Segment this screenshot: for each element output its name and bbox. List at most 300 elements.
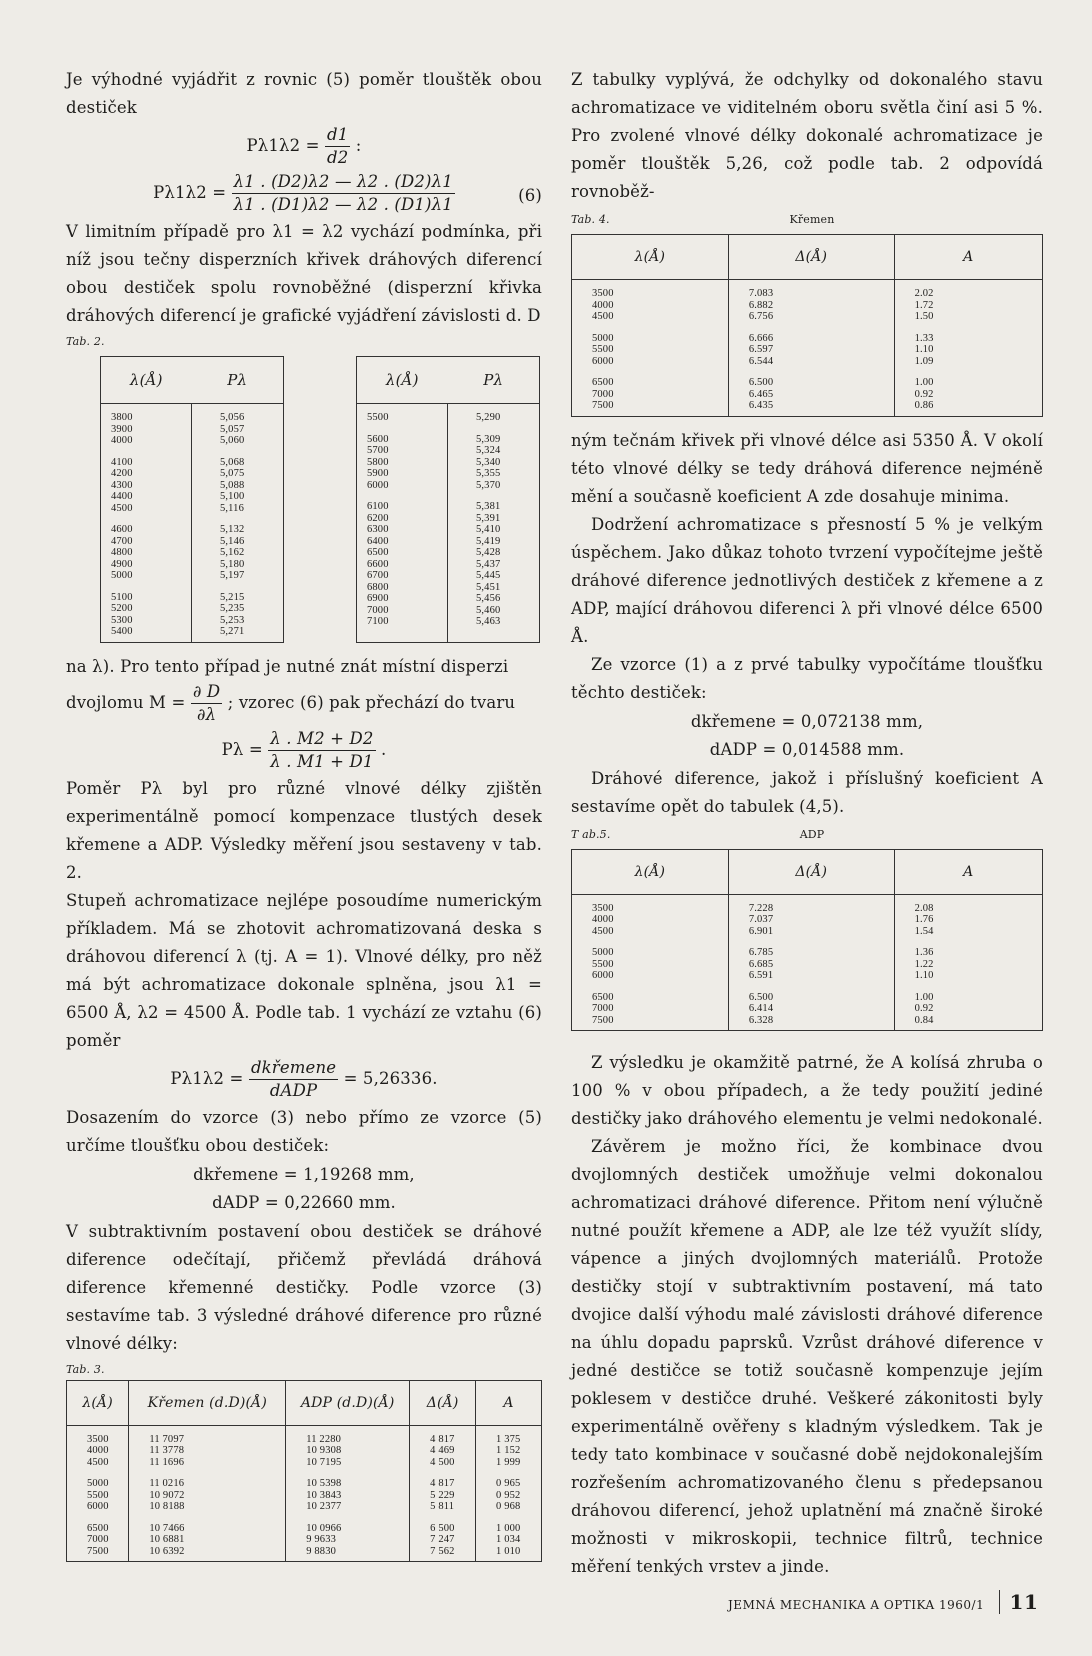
row-group bbox=[476, 412, 539, 424]
table-value: 5,381 bbox=[476, 501, 501, 512]
row-group bbox=[430, 1434, 469, 1469]
table-value: 5500 bbox=[367, 412, 389, 423]
row-group bbox=[220, 457, 283, 515]
table-value: 4000 bbox=[87, 1445, 109, 1456]
table-value: 1 152 bbox=[496, 1445, 521, 1456]
table-value: 10 6392 bbox=[149, 1545, 185, 1557]
table-value: 5,451 bbox=[476, 581, 501, 593]
right-column bbox=[571, 66, 1043, 1581]
table-value: 7.083 bbox=[748, 288, 774, 299]
table-value: 5,456 bbox=[476, 593, 501, 604]
table-value: 4200 bbox=[111, 468, 133, 479]
table-value: 5500 bbox=[592, 344, 614, 355]
eq-lhs: Pλ1λ2 = bbox=[170, 1068, 244, 1088]
row-group bbox=[749, 377, 888, 412]
table-value: 1.00 bbox=[914, 991, 934, 1003]
row-group bbox=[149, 1434, 279, 1469]
table-label: Tab. 4. bbox=[571, 213, 610, 226]
equation-ratio bbox=[66, 124, 542, 169]
col-header: λ(Å) bbox=[357, 357, 448, 404]
col-header: λ(Å) bbox=[101, 357, 192, 404]
table-column bbox=[410, 1425, 476, 1562]
table-value: 5,428 bbox=[476, 547, 501, 558]
table-value: 5,340 bbox=[476, 456, 501, 468]
fraction bbox=[268, 728, 375, 773]
table-value: 2.02 bbox=[914, 288, 934, 299]
equation-8 bbox=[66, 1057, 542, 1102]
table-value: 7 562 bbox=[430, 1545, 455, 1557]
row-group bbox=[87, 1478, 122, 1513]
thickness-adp: dADP = 0,014588 mm. bbox=[709, 739, 905, 759]
table-value: 5,419 bbox=[476, 535, 501, 547]
table-value: 5,056 bbox=[220, 412, 245, 423]
table-value: 1.76 bbox=[914, 914, 934, 925]
text: ; vzorec (6) pak přechází do tvaru bbox=[227, 692, 516, 712]
table-label: T ab.5. bbox=[571, 827, 611, 841]
table-value: 10 6881 bbox=[149, 1534, 185, 1545]
row-group bbox=[592, 947, 722, 982]
table-value: 5200 bbox=[111, 603, 133, 614]
row-group bbox=[220, 592, 283, 638]
table-value: 10 3843 bbox=[306, 1489, 342, 1501]
col-header: λ(Å) bbox=[572, 849, 729, 894]
table-value: 5,100 bbox=[220, 491, 245, 502]
table-value: 4900 bbox=[111, 558, 133, 570]
table-value: 4000 bbox=[592, 914, 614, 925]
col-header: A bbox=[894, 849, 1042, 894]
table-2-right bbox=[356, 356, 540, 643]
table-column bbox=[728, 280, 894, 417]
table-value: 5,162 bbox=[220, 547, 245, 558]
table-value: 5300 bbox=[111, 614, 133, 626]
row-group bbox=[111, 457, 191, 515]
table-value: 5,271 bbox=[220, 626, 245, 637]
table-value: 1 999 bbox=[496, 1456, 521, 1468]
table-value: 5 811 bbox=[430, 1501, 455, 1512]
table-value: 6.414 bbox=[748, 1003, 774, 1014]
table-value: 5000 bbox=[111, 570, 133, 581]
table-value: 3500 bbox=[87, 1433, 109, 1445]
table-value: 0.92 bbox=[914, 388, 934, 400]
table-value: 5100 bbox=[111, 591, 133, 603]
row-group bbox=[749, 947, 888, 982]
col-header: Křemen (d.D)(Å) bbox=[129, 1380, 286, 1425]
table-value: 1.22 bbox=[914, 958, 934, 970]
table-value: 10 9072 bbox=[149, 1489, 185, 1501]
table-value: 10 7195 bbox=[306, 1456, 342, 1468]
row-group bbox=[430, 1523, 469, 1558]
table-value: 6700 bbox=[367, 570, 389, 581]
table-value: 5,445 bbox=[476, 570, 501, 581]
table-column bbox=[728, 894, 894, 1031]
table-value: 1 034 bbox=[496, 1534, 521, 1545]
table-column bbox=[572, 894, 729, 1031]
fraction bbox=[249, 1057, 338, 1102]
table-cell bbox=[357, 404, 448, 643]
table-value: 4 500 bbox=[430, 1456, 455, 1468]
denominator: λ . M1 + D1 bbox=[270, 751, 374, 771]
denominator: λ1 . (D1)λ2 — λ2 . (D1)λ1 bbox=[233, 195, 453, 214]
table-value: 6.500 bbox=[748, 991, 774, 1003]
col-header: λ(Å) bbox=[67, 1380, 129, 1425]
table-value: 6.685 bbox=[748, 958, 774, 970]
row-group bbox=[749, 992, 888, 1027]
table-4-caption bbox=[571, 212, 1043, 228]
numerator: λ1 . (D2)λ2 — λ2 . (D2)λ1 bbox=[232, 171, 455, 194]
table-value: 10 0966 bbox=[306, 1522, 342, 1534]
row-group bbox=[367, 412, 447, 424]
numerator: λ . M2 + D2 bbox=[268, 728, 375, 751]
equation-7 bbox=[66, 728, 542, 773]
row-group bbox=[306, 1434, 403, 1469]
table-value: 5400 bbox=[111, 626, 133, 637]
table-label: Tab. 2. bbox=[66, 335, 105, 348]
paragraph: Stupeň achromatizace nejlépe posoudíme numerickým příkladem. Má se zhotovit achromatizovaná deska s dráhovou diferencí λ (tj. A = 1). Vlnové délky, pro něž má být achromatizace dokonale splněna, jsou λ1 = 6500 Å, λ2 = 4500 Å. Podle tab. 1 vychází ze vztahu (6) poměr bbox=[66, 890, 542, 1050]
row-group bbox=[496, 1478, 535, 1513]
table-value: 6400 bbox=[367, 535, 389, 547]
text: dvojlomu M = bbox=[66, 692, 186, 712]
table-value: 6 500 bbox=[430, 1522, 455, 1534]
journal-name: JEMNÁ MECHANIKA A OPTIKA 1960/1 bbox=[728, 1598, 985, 1612]
table-value: 7500 bbox=[592, 1014, 614, 1026]
table-value: 5,437 bbox=[476, 558, 501, 570]
row-group bbox=[496, 1523, 535, 1558]
table-value: 4500 bbox=[592, 925, 614, 937]
table-value: 5000 bbox=[592, 947, 614, 958]
table-value: 5,309 bbox=[476, 433, 501, 445]
table-value: 5,116 bbox=[220, 502, 244, 514]
col-header: Δ(Å) bbox=[728, 849, 894, 894]
table-column bbox=[129, 1425, 286, 1562]
paragraph: Z výsledku je okamžitě patrné, že A kolísá zhruba o 100 % v obou případech, a že tedy použití jediné destičky jako dráhového elementu je velmi nedokonalé. bbox=[571, 1053, 1043, 1128]
table-value: 6500 bbox=[87, 1522, 109, 1534]
table-value: 6000 bbox=[367, 479, 389, 491]
row-group bbox=[430, 1478, 469, 1513]
table-value: 5,132 bbox=[220, 524, 245, 535]
row-group bbox=[915, 947, 1036, 982]
table-value: 6500 bbox=[592, 991, 614, 1003]
table-value: 1.36 bbox=[914, 947, 934, 958]
denominator: ∂λ bbox=[196, 704, 217, 724]
table-value: 5900 bbox=[367, 468, 389, 479]
table-value: 5,197 bbox=[220, 570, 245, 581]
row-group bbox=[496, 1434, 535, 1469]
paragraph: Poměr Pλ byl pro různé vlnové délky zjištěn experimentálně pomocí kompenzace tlustých desek křemene a ADP. Výsledky měření jsou sestaveny v tab. 2. bbox=[66, 778, 542, 882]
col-header: A bbox=[894, 235, 1042, 280]
equation-6 bbox=[66, 171, 542, 216]
table-value: 5,146 bbox=[220, 535, 245, 547]
table-value: 5 229 bbox=[430, 1489, 455, 1501]
table-value: 1.10 bbox=[914, 970, 934, 981]
table-cell bbox=[448, 404, 540, 643]
table-value: 11 2280 bbox=[306, 1433, 342, 1445]
equation-number: (6) bbox=[518, 186, 542, 205]
table-value: 4500 bbox=[592, 311, 614, 322]
table-value: 6000 bbox=[592, 355, 614, 367]
row-group bbox=[87, 1434, 122, 1469]
paragraph: ným tečnám křivek při vlnové délce asi 5350 Å. V okolí této vlnové délky se tedy dráhová diference nejméně mění a současně koeficient A zde dosahuje minima. bbox=[571, 430, 1043, 506]
table-title: Křemen bbox=[789, 213, 835, 226]
table-cell bbox=[192, 404, 284, 643]
table-value: 5,057 bbox=[220, 423, 245, 435]
table-value: 10 5398 bbox=[306, 1478, 342, 1489]
table-column bbox=[894, 280, 1042, 417]
table-value: 6.328 bbox=[748, 1014, 774, 1026]
table-value: 6500 bbox=[367, 547, 389, 558]
eq-tail: . bbox=[380, 739, 387, 759]
table-value: 10 2377 bbox=[306, 1501, 342, 1512]
table-value: 4500 bbox=[111, 502, 133, 514]
table-value: 7 247 bbox=[430, 1534, 455, 1545]
numerator: dkřemene bbox=[249, 1057, 338, 1080]
table-value: 7000 bbox=[592, 388, 614, 400]
numerator: ∂ D bbox=[191, 681, 222, 704]
table-value: 0.84 bbox=[914, 1014, 934, 1026]
table-value: 4400 bbox=[111, 491, 133, 502]
table-value: 11 0216 bbox=[149, 1478, 185, 1489]
col-header: ADP (d.D)(Å) bbox=[286, 1380, 410, 1425]
table-column bbox=[286, 1425, 410, 1562]
table-value: 6.785 bbox=[748, 947, 774, 958]
table-value: 3800 bbox=[111, 412, 133, 423]
table-value: 6.756 bbox=[748, 311, 774, 322]
row-group bbox=[87, 1523, 122, 1558]
table-value: 4600 bbox=[111, 524, 133, 535]
table-value: 4 817 bbox=[430, 1478, 455, 1489]
table-value: 6.666 bbox=[748, 332, 774, 344]
table-label: Tab. 3. bbox=[66, 1362, 105, 1376]
col-header: Δ(Å) bbox=[410, 1380, 476, 1425]
table-value: 1.33 bbox=[914, 332, 934, 344]
paragraph: Dráhové diference, jakož i příslušný koeficient A sestavíme opět do tabulek (4,5). bbox=[571, 768, 1043, 816]
table-value: 1 375 bbox=[496, 1433, 521, 1445]
table-value: 4 817 bbox=[430, 1433, 455, 1445]
table-value: 5,324 bbox=[476, 445, 501, 456]
table-value: 3900 bbox=[111, 423, 133, 435]
table-value: 5500 bbox=[592, 958, 614, 970]
table-value: 4500 bbox=[87, 1456, 109, 1468]
row-group bbox=[915, 903, 1036, 938]
paragraph bbox=[66, 681, 542, 726]
table-4 bbox=[571, 234, 1043, 417]
eq-tail: : bbox=[355, 136, 362, 155]
table-3 bbox=[66, 1380, 542, 1563]
col-header: Δ(Å) bbox=[728, 235, 894, 280]
paragraph: V limitním případě pro λ1 = λ2 vychází podmínka, při níž jsou tečny disperzních křivek dráhových diferencí obou destiček spolu rovnoběžné (disperzní křivka dráhových diferencí je grafické vyjádření závislosti d. D bbox=[66, 222, 542, 325]
row-group bbox=[111, 412, 191, 447]
table-value: 7500 bbox=[87, 1545, 109, 1557]
paragraph: Závěrem je možno říci, že kombinace dvou dvojlomných destiček umožňuje velmi dokonalou achromatizaci dráhové diference. Přitom není výlučně nutné použít křemene a ADP, ale lze též využít slídy, vápence a jiných dvojlomných materiálů. Protože destičky stojí v subtraktivním postavení, má tato dvojice další výhodu malé závislosti dráhové diference na úhlu dopadu paprsků. Vzrůst dráhové diference v jedné destičce se totiž současně kompenzuje jejím poklesem v destičce druhé. Veškeré zákonitosti byly experimentálně ověřeny s kladným výsledkem. Tak je tedy tato kombinace v současné době nejdokonalejším rozřešením achromatizovaného členu s předepsanou dráhovou diferencí, jehož uplatnění má značně široké možnosti v mikroskopii, technice filtrů, technice měření tenkých vrstev a jinde. bbox=[571, 1137, 1043, 1576]
row-group bbox=[592, 377, 722, 412]
row-group bbox=[749, 288, 888, 323]
table-value: 0 968 bbox=[496, 1501, 521, 1512]
row-group bbox=[592, 992, 722, 1027]
table-value: 6000 bbox=[592, 970, 614, 981]
table-value: 6.597 bbox=[748, 344, 774, 355]
table-cell bbox=[101, 404, 192, 643]
table-value: 5000 bbox=[87, 1478, 109, 1489]
thickness-quartz: dkřemene = 0,072138 mm, bbox=[690, 711, 924, 731]
col-header: Pλ bbox=[192, 357, 284, 404]
table-column bbox=[894, 894, 1042, 1031]
row-group bbox=[749, 903, 888, 938]
paragraph: Dosazením do vzorce (3) nebo přímo ze vzorce (5) určíme tloušťku obou destiček: bbox=[66, 1107, 542, 1155]
table-value: 1 010 bbox=[496, 1545, 521, 1557]
table-value: 5,410 bbox=[476, 524, 501, 535]
row-group bbox=[220, 524, 283, 582]
table-value: 11 3778 bbox=[149, 1445, 185, 1456]
table-value: 1.10 bbox=[914, 344, 934, 355]
table-value: 10 8188 bbox=[149, 1501, 185, 1512]
row-group bbox=[915, 333, 1036, 368]
table-value: 7000 bbox=[592, 1003, 614, 1014]
table-value: 6.544 bbox=[748, 355, 774, 367]
table-value: 7.228 bbox=[748, 902, 774, 914]
table-value: 6900 bbox=[367, 593, 389, 604]
table-value: 5,355 bbox=[476, 468, 501, 479]
table-column bbox=[572, 280, 729, 417]
row-group bbox=[592, 333, 722, 368]
table-value: 5,068 bbox=[220, 456, 245, 468]
table-value: 6300 bbox=[367, 524, 389, 535]
paragraph: Je výhodné vyjádřit z rovnic (5) poměr tlouštěk obou destiček bbox=[66, 70, 542, 117]
page-footer bbox=[728, 1590, 1048, 1614]
table-value: 5,180 bbox=[220, 558, 245, 570]
row-group bbox=[220, 412, 283, 447]
table-value: 7000 bbox=[367, 604, 389, 616]
row-group bbox=[306, 1523, 403, 1558]
fraction bbox=[232, 171, 455, 216]
paragraph: Dodržení achromatizace s přesností 5 % je velkým úspěchem. Jako důkaz tohoto tvrzení vypočítejme ještě dráhové diference jednotlivých destiček z křemene a z ADP, mající dráhovou diferenci λ při vlnové délce 6500 Å. bbox=[571, 514, 1043, 646]
table-value: 1.00 bbox=[914, 377, 934, 388]
table-value: 0.86 bbox=[914, 400, 934, 411]
row-group bbox=[915, 288, 1036, 323]
table-value: 6600 bbox=[367, 558, 389, 570]
table-value: 6.465 bbox=[748, 388, 774, 400]
table-value: 4300 bbox=[111, 479, 133, 491]
table-value: 5700 bbox=[367, 445, 389, 456]
table-value: 4000 bbox=[111, 435, 133, 446]
table-value: 0 965 bbox=[496, 1478, 521, 1489]
eq-tail: = 5,26336. bbox=[343, 1068, 438, 1088]
table-5 bbox=[571, 849, 1043, 1032]
thickness-quartz: dkřemene = 1,19268 mm, bbox=[193, 1164, 415, 1184]
table-value: 3500 bbox=[592, 288, 614, 299]
numerator: d1 bbox=[325, 124, 350, 147]
col-header: λ(Å) bbox=[572, 235, 729, 280]
table-value: 6.500 bbox=[748, 377, 774, 388]
col-header: Pλ bbox=[448, 357, 540, 404]
eq-lhs: Pλ1λ2 = bbox=[246, 136, 320, 155]
table-value: 5,370 bbox=[476, 479, 501, 491]
table-value: 0.92 bbox=[914, 1003, 934, 1014]
table-value: 11 7097 bbox=[149, 1433, 185, 1445]
row-group bbox=[149, 1523, 279, 1558]
table-value: 6.591 bbox=[748, 970, 774, 981]
table-value: 5,463 bbox=[476, 616, 501, 627]
paragraph: Ze vzorce (1) a z prvé tabulky vypočítáme tloušťku těchto destiček: bbox=[571, 654, 1043, 702]
row-group bbox=[592, 903, 722, 938]
table-column bbox=[476, 1425, 542, 1562]
eq-lhs: Pλ1λ2 = bbox=[153, 183, 227, 202]
left-column bbox=[66, 66, 542, 1562]
table-title: ADP bbox=[799, 827, 825, 841]
table-2-left bbox=[100, 356, 284, 643]
fraction bbox=[325, 124, 350, 169]
denominator: dADP bbox=[269, 1080, 318, 1100]
fraction bbox=[191, 681, 222, 726]
table-value: 11 1696 bbox=[149, 1456, 185, 1468]
table-5-caption bbox=[571, 827, 1043, 843]
table-value: 1 000 bbox=[496, 1522, 521, 1534]
table-value: 7.037 bbox=[748, 914, 774, 925]
table-value: 5,253 bbox=[220, 614, 245, 626]
paragraph: Z tabulky vyplývá, že odchylky od dokonalého stavu achromatizace ve viditelném oboru světla činí asi 5 %. Pro zvolené vlnové délky dokonalé achromatizace je poměr tlouštěk 5,26, což podle tab. 2 odpovídá rovnoběž- bbox=[571, 70, 1043, 201]
thickness-adp: dADP = 0,22660 mm. bbox=[212, 1192, 396, 1212]
table-value: 10 9308 bbox=[306, 1445, 342, 1456]
col-header: A bbox=[476, 1380, 542, 1425]
table-value: 7000 bbox=[87, 1534, 109, 1545]
row-group bbox=[367, 501, 447, 628]
table-value: 9 8830 bbox=[306, 1545, 337, 1557]
table-value: 5600 bbox=[367, 433, 389, 445]
row-group bbox=[476, 501, 539, 628]
table-value: 4100 bbox=[111, 456, 133, 468]
paragraph: V subtraktivním postavení obou destiček se dráhové diference odečítají, přičemž převládá dráhová diference křemenné destičky. Podle vzorce (3) sestavíme tab. 3 výsledné dráhové diference pro různé vlnové délky: bbox=[66, 1221, 542, 1353]
table-value: 6500 bbox=[592, 377, 614, 388]
table-value: 5,075 bbox=[220, 468, 245, 479]
row-group bbox=[111, 592, 191, 638]
table-value: 3500 bbox=[592, 902, 614, 914]
table-value: 1.54 bbox=[914, 925, 934, 937]
row-group bbox=[149, 1478, 279, 1513]
table-value: 7500 bbox=[592, 400, 614, 411]
paragraph: na λ). Pro tento případ je nutné znát místní disperzi bbox=[66, 656, 509, 676]
row-group bbox=[306, 1478, 403, 1513]
table-value: 5,060 bbox=[220, 435, 245, 446]
table-value: 6100 bbox=[367, 501, 389, 512]
table-value: 5,215 bbox=[220, 591, 245, 603]
table-value: 4 469 bbox=[430, 1445, 455, 1456]
table-value: 6200 bbox=[367, 512, 389, 524]
eq-lhs: Pλ = bbox=[221, 739, 263, 759]
table-value: 1.50 bbox=[914, 311, 934, 322]
table-value: 5,460 bbox=[476, 604, 501, 616]
table-value: 5500 bbox=[87, 1489, 109, 1501]
table-value: 4800 bbox=[111, 547, 133, 558]
table-value: 6800 bbox=[367, 581, 389, 593]
table-value: 6000 bbox=[87, 1501, 109, 1512]
row-group bbox=[592, 288, 722, 323]
row-group bbox=[915, 992, 1036, 1027]
table-column bbox=[67, 1425, 129, 1562]
table-value: 5000 bbox=[592, 332, 614, 344]
table-value: 4000 bbox=[592, 299, 614, 311]
row-group bbox=[749, 333, 888, 368]
table-value: 7100 bbox=[367, 616, 389, 627]
row-group bbox=[367, 434, 447, 492]
table-value: 5,088 bbox=[220, 479, 245, 491]
table-value: 1.72 bbox=[914, 299, 934, 311]
table-value: 4700 bbox=[111, 535, 133, 547]
page-number: 11 bbox=[999, 1590, 1039, 1614]
table-value: 0 952 bbox=[496, 1489, 521, 1501]
table-value: 10 7466 bbox=[149, 1522, 185, 1534]
row-group bbox=[915, 377, 1036, 412]
table-value: 2.08 bbox=[914, 902, 934, 914]
row-group bbox=[111, 524, 191, 582]
table-value: 6.901 bbox=[748, 925, 774, 937]
